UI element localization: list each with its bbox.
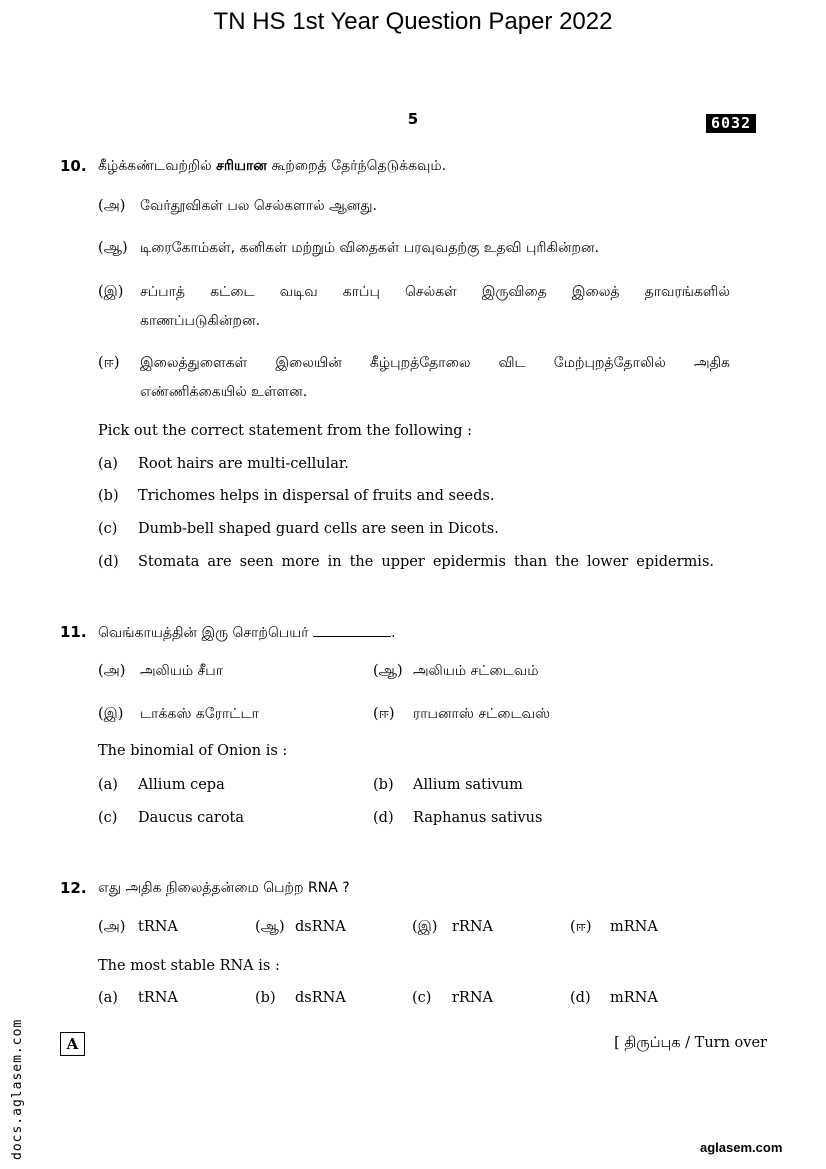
option-text: tRNA [138, 919, 178, 935]
option-label: (அ) [98, 663, 126, 679]
option-label: (அ) [98, 198, 126, 214]
question-10-tamil-bold: சரியான [216, 158, 267, 174]
option-label: (b) [255, 990, 276, 1006]
option-text: tRNA [138, 990, 178, 1006]
option-label: (ஈ) [570, 919, 592, 935]
page-banner-title: TN HS 1st Year Question Paper 2022 [213, 8, 613, 35]
option-label: (b) [373, 777, 394, 793]
option-text: Dumb-bell shaped guard cells are seen in Dicots. [138, 521, 499, 537]
question-11-tamil-end: . [391, 625, 396, 641]
option-text: Allium sativum [413, 777, 523, 793]
question-number-12: 12. [60, 879, 87, 897]
option-label: (c) [98, 521, 118, 537]
question-12-tamil: எது அதிக நிலைத்தன்மை பெற்ற RNA ? [98, 880, 350, 896]
option-text: Trichomes helps in dispersal of fruits and seeds. [138, 488, 495, 504]
answer-blank [313, 624, 391, 637]
option-text: mRNA [610, 990, 658, 1006]
question-10-english: Pick out the correct statement from the following : [98, 423, 473, 439]
option-text: டிரைகோம்கள், கனிகள் மற்றும் விதைகள் பரவுவதற்கு உதவி புரிகின்றன. [140, 240, 600, 256]
option-label: (d) [570, 990, 591, 1006]
question-number-11: 11. [60, 623, 87, 641]
question-10-tamil-prefix: கீழ்க்கண்டவற்றில் [98, 158, 217, 174]
question-10-tamil [98, 158, 446, 176]
option-text: rRNA [452, 990, 494, 1006]
option-text: ராபனாஸ் சட்டைவஸ் [413, 706, 551, 722]
option-label: (அ) [98, 919, 126, 935]
option-text: சப்பாத் கட்டை வடிவ காப்பு செல்கள் இருவிதை இலைத் தாவரங்களில் [140, 284, 730, 300]
set-letter-box: A [60, 1032, 85, 1056]
option-text: Daucus carota [138, 810, 245, 826]
option-text-continued: எண்ணிக்கையில் உள்ளன. [140, 384, 308, 400]
option-label: (ஆ) [373, 663, 403, 679]
side-watermark: docs.aglasem.com [10, 1018, 25, 1160]
brand-footer: aglasem.com [700, 1140, 783, 1155]
option-label: (c) [412, 990, 432, 1006]
option-text: Allium cepa [138, 777, 225, 793]
turn-over-note: [ திருப்புக / Turn over [614, 1035, 767, 1051]
option-label: (ஆ) [255, 919, 285, 935]
option-label: (a) [98, 456, 118, 472]
option-label: (இ) [412, 919, 438, 935]
option-text: அலியம் சீபா [140, 663, 224, 679]
option-text: அலியம் சட்டைவம் [413, 663, 539, 679]
option-text: இலைத்துளைகள் இலையின் கீழ்புறத்தோலை விட மேற்புறத்தோலில் அதிக [140, 355, 730, 371]
question-number-10: 10. [60, 157, 87, 175]
option-label: (இ) [98, 706, 124, 722]
question-10-tamil-suffix: கூற்றைத் தேர்ந்தெடுக்கவும். [266, 158, 447, 174]
option-text: rRNA [452, 919, 494, 935]
option-label: (ஆ) [98, 240, 128, 256]
option-text-continued: காணப்படுகின்றன. [140, 313, 261, 329]
option-text: Stomata are seen more in the upper epidermis than the lower epidermis. [138, 554, 714, 570]
option-text: Root hairs are multi-cellular. [138, 456, 349, 472]
question-11-tamil [98, 624, 396, 643]
option-label: (d) [98, 554, 119, 570]
option-text: டாக்கஸ் கரோட்டா [140, 706, 259, 722]
option-label: (c) [98, 810, 118, 826]
option-label: (d) [373, 810, 394, 826]
question-11-tamil-text: வெங்காயத்தின் இரு சொற்பெயர் [98, 625, 309, 641]
option-text: dsRNA [295, 919, 346, 935]
option-label: (a) [98, 777, 118, 793]
option-text: mRNA [610, 919, 658, 935]
page-number: 5 [407, 110, 419, 128]
option-text: dsRNA [295, 990, 346, 1006]
option-label: (இ) [98, 284, 124, 300]
question-12-english: The most stable RNA is : [98, 958, 280, 974]
option-text: Raphanus sativus [413, 810, 543, 826]
paper-code-badge: 6032 [706, 114, 756, 133]
question-11-english: The binomial of Onion is : [98, 743, 288, 759]
option-label: (b) [98, 488, 119, 504]
option-text: வேர்தூவிகள் பல செல்களால் ஆனது. [140, 198, 377, 214]
option-label: (ஈ) [98, 355, 120, 371]
option-label: (a) [98, 990, 118, 1006]
option-label: (ஈ) [373, 706, 395, 722]
